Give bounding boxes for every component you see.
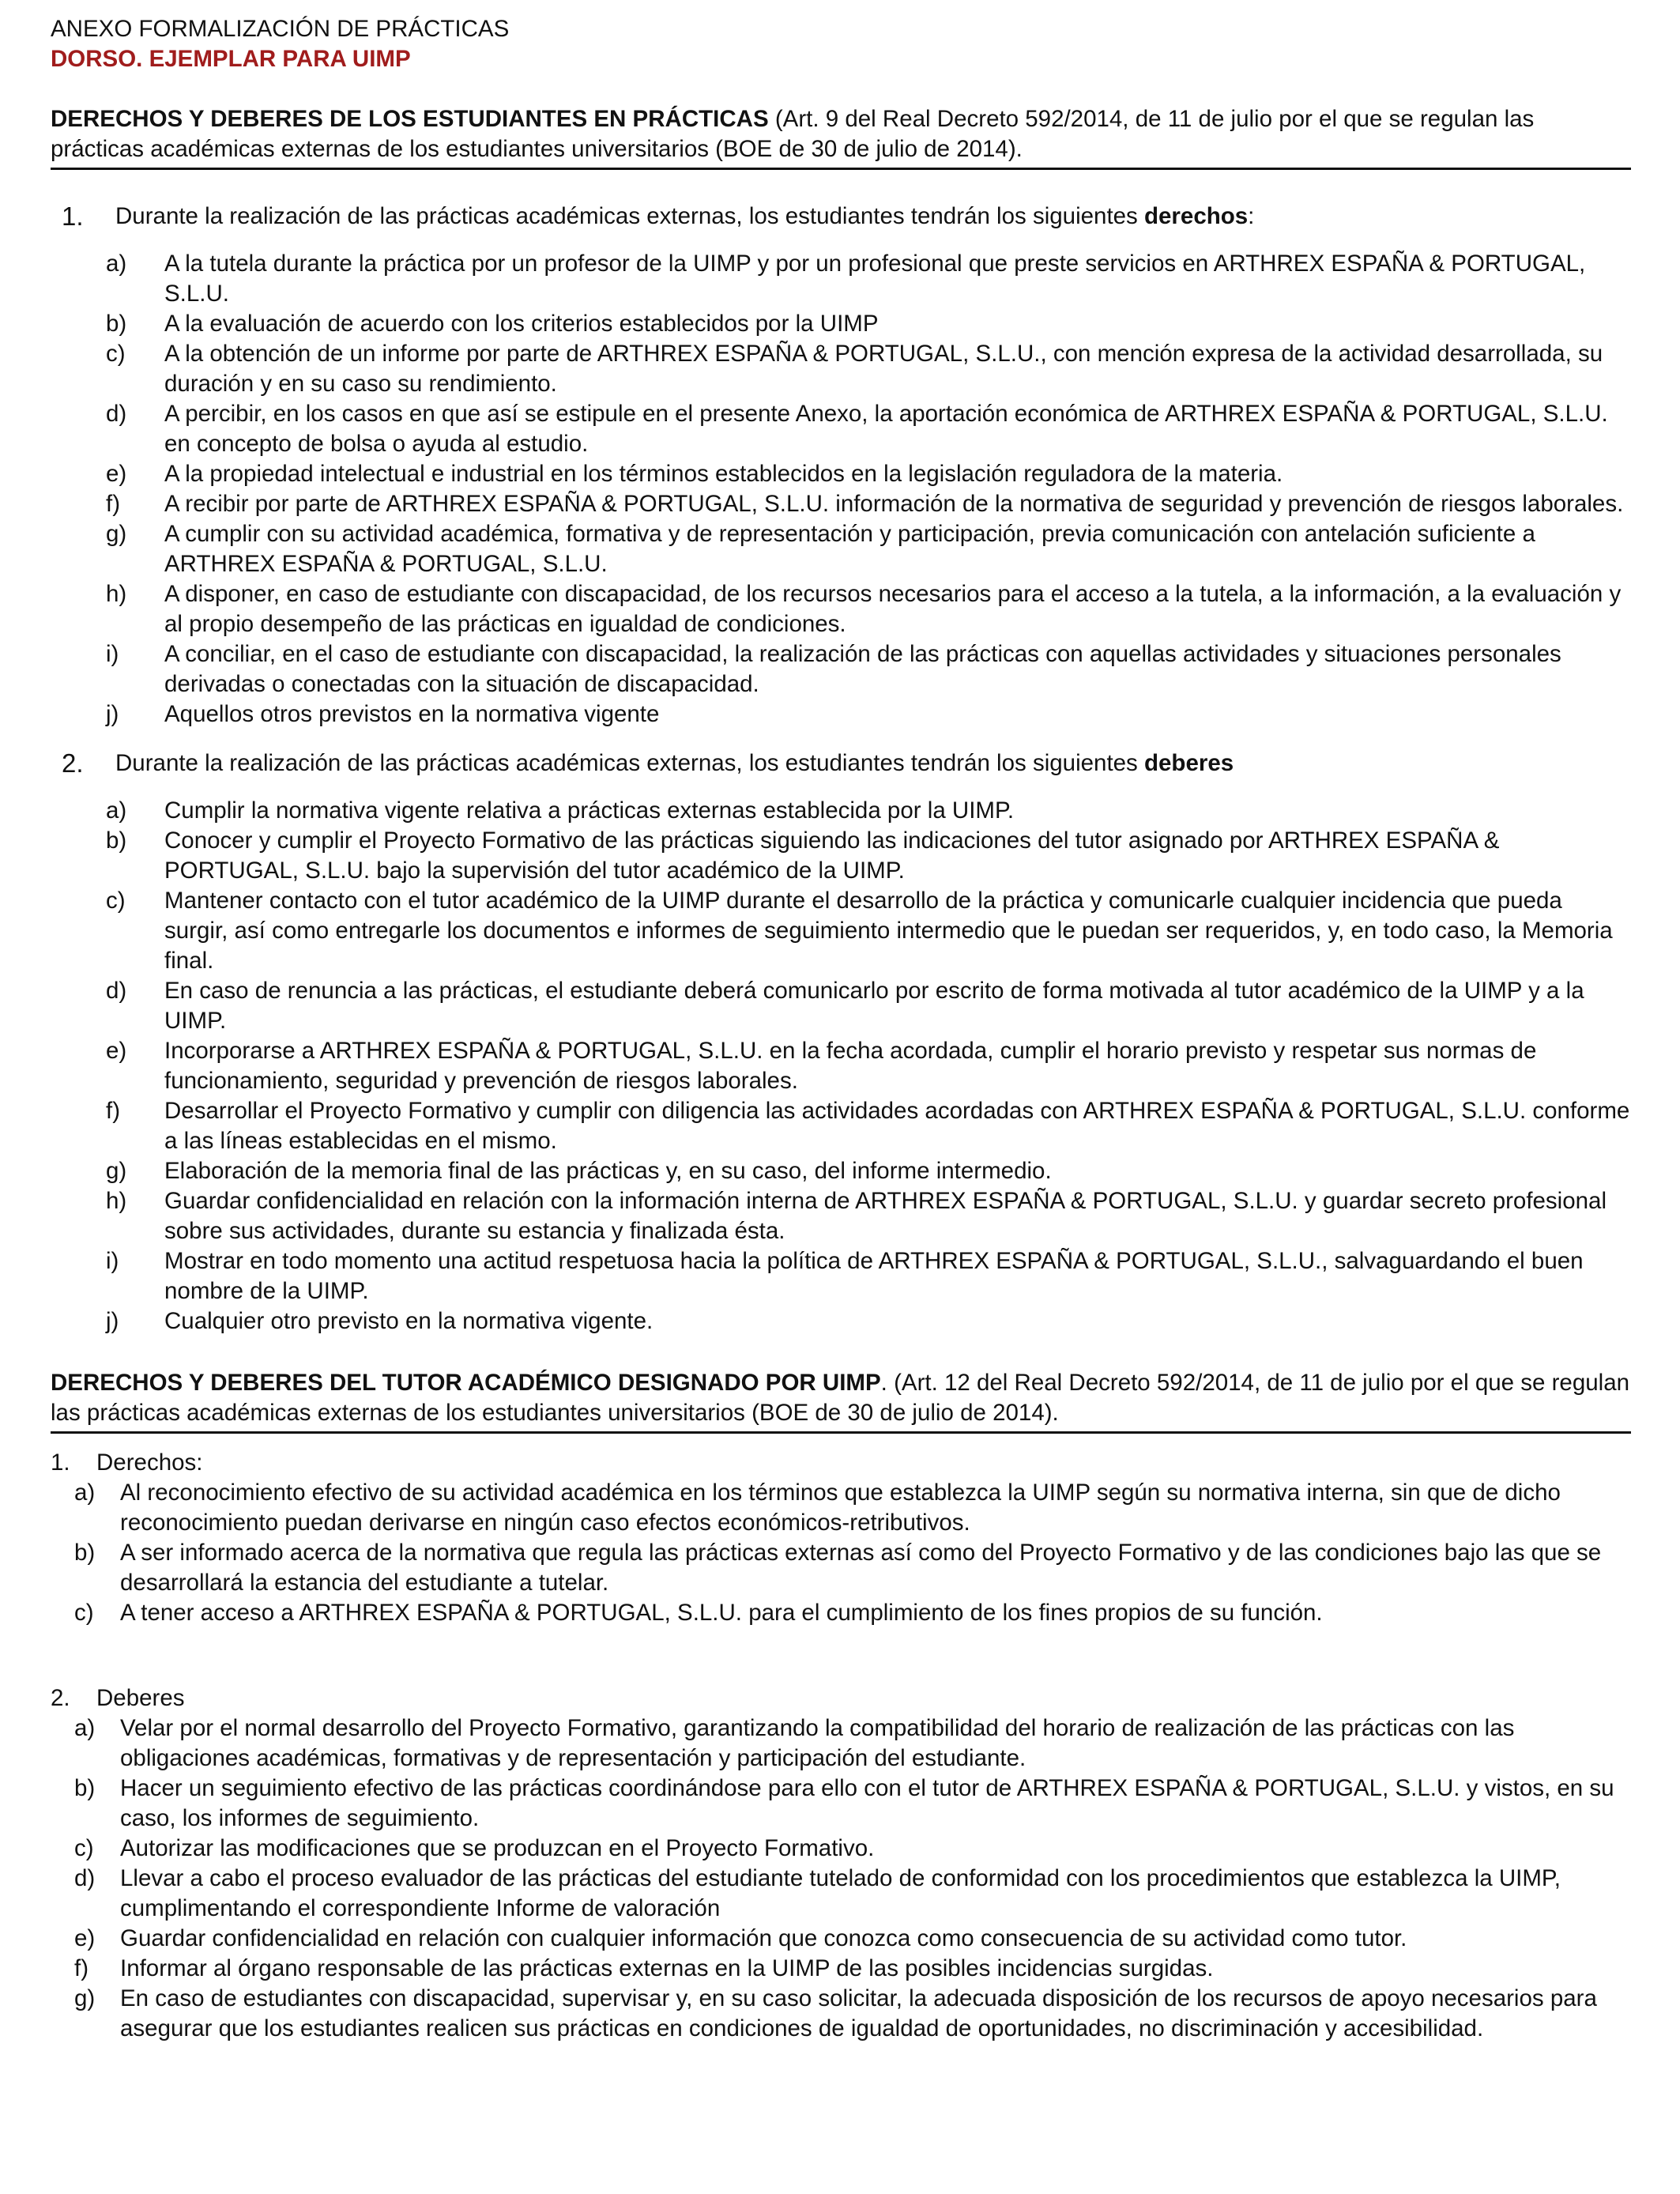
tutor-duties-list [51,1713,1631,2044]
students-section-reference: (Art. 9 del Real Decreto 592/2014, de 11 de julio por el que se regulan las prácticas académicas externas de los estudiantes universitarios (BOE de 30 de julio de 2014). [51,106,1535,162]
list-item-letter: c) [106,341,126,367]
list-item-letter: e) [74,1925,96,1951]
list-item [106,699,1631,729]
list-item-text: Aquellos otros previstos en la normativa vigente [164,701,660,727]
list-item-letter: a) [74,1480,96,1506]
list-item [106,976,1631,1036]
list-item-letter: b) [106,827,127,854]
list-item-text: Cualquier otro previsto en la normativa vigente. [164,1308,654,1334]
list-item-letter: d) [74,1865,96,1891]
list-item-text: A recibir por parte de ARTHREX ESPAÑA & PORTUGAL, S.L.U. información de la normativa de seguridad y prevención de riesgos laborales. [164,491,1624,517]
tutor-section-title: DERECHOS Y DEBERES DEL TUTOR ACADÉMICO DESIGNADO POR UIMP [51,1370,881,1396]
list-item-text: A la propiedad intelectual e industrial en los términos establecidos en la legislación reguladora de la materia. [164,461,1283,487]
list-item-text: A la tutela durante la práctica por un profesor de la UIMP y por un profesional que preste servicios en ARTHREX ESPAÑA & PORTUGAL, S.L.U. [164,251,1586,307]
list-item-text: En caso de renuncia a las prácticas, el estudiante deberá comunicarlo por escrito de forma motivada al tutor académico de la UIMP y a la UIMP. [164,978,1584,1034]
document-page [51,14,1631,2044]
list-item [106,1156,1631,1186]
list-item-letter: a) [106,251,127,277]
list-item-letter: f) [74,1955,89,1981]
list-item-letter: d) [106,978,127,1004]
tutor-duties-block [51,1683,1631,2044]
list-item [74,1774,1631,1834]
list-item [106,1186,1631,1246]
list-item [106,1096,1631,1156]
students-section-title: DERECHOS Y DEBERES DE LOS ESTUDIANTES EN PRÁCTICAS [51,106,769,132]
list-item [106,519,1631,579]
tutor-rights-block [51,1448,1631,1628]
student-rights-intro: 1. Durante la realización de las prácticas académicas externas, los estudiantes tendrán los siguientes derechos: [62,202,1255,231]
list-item [106,339,1631,399]
list-item [106,826,1631,886]
list-item-text: Guardar confidencialidad en relación con la información interna de ARTHREX ESPAÑA & PORTUGAL, S.L.U. y guardar secreto profesional sobre sus actividades, durante su estancia y finalizada ésta. [164,1188,1607,1244]
list-item-letter: b) [106,311,127,337]
list-item-letter: b) [74,1775,96,1801]
list-item-letter: e) [106,461,127,487]
list-item-text: A cumplir con su actividad académica, formativa y de representación y participación, previa comunicación con antelación suficiente a ARTHREX ESPAÑA & PORTUGAL, S.L.U. [164,521,1535,577]
list-item-letter: f) [106,491,121,517]
list-item-text: Hacer un seguimiento efectivo de las prácticas coordinándose para ello con el tutor de ARTHREX ESPAÑA & PORTUGAL, S.L.U. y vistos, en su caso, los informes de seguimiento. [120,1775,1614,1831]
list-item [74,1984,1631,2044]
list-item-letter: i) [106,641,119,667]
list-item-text: Desarrollar el Proyecto Formativo y cumplir con diligencia las actividades acordadas con ARTHREX ESPAÑA & PORTUGAL, S.L.U. conforme a las líneas establecidas en el mismo. [164,1098,1630,1154]
students-section-heading [51,104,1631,170]
list-item-text: Al reconocimiento efectivo de su actividad académica en los términos que establezca la UIMP según su normativa interna, sin que de dicho reconocimiento puedan derivarse en ningún caso efectos económicos-retributivos. [120,1480,1561,1536]
list-item-letter: c) [74,1835,94,1861]
list-item-text: Mantener contacto con el tutor académico de la UIMP durante el desarrollo de la práctica y comunicarle cualquier incidencia que pueda surgir, así como entregarle los documentos e informes de seguimiento intermedio que le puedan ser requeridos, y, en todo caso, la Memoria final. [164,888,1613,974]
tutor-duties-label: 2. Deberes [51,1683,1631,1713]
list-number: 2. [62,748,84,778]
list-item-letter: g) [106,1158,127,1184]
list-item-text: A la evaluación de acuerdo con los criterios establecidos por la UIMP [164,311,879,337]
list-item-text: A disponer, en caso de estudiante con discapacidad, de los recursos necesarios para el acceso a la tutela, a la información, a la evaluación y al propio desempeño de las prácticas en igualdad de condiciones. [164,581,1622,637]
list-item-letter: c) [74,1600,94,1626]
list-item [106,459,1631,489]
list-item-letter: j) [106,701,119,727]
list-item-letter: c) [106,888,126,914]
list-item-text: Conocer y cumplir el Proyecto Formativo de las prácticas siguiendo las indicaciones del tutor asignado por ARTHREX ESPAÑA & PORTUGAL, S.L.U. bajo la supervisión del tutor académico de la UIMP. [164,827,1500,884]
list-item-letter: j) [106,1308,119,1334]
list-item-letter: g) [106,521,127,547]
list-item [74,1864,1631,1924]
list-item-text: Elaboración de la memoria final de las prácticas y, en su caso, del informe intermedio. [164,1158,1052,1184]
list-item [106,249,1631,309]
list-number: 2. [51,1685,70,1711]
list-item [106,1306,1631,1336]
copy-label: DORSO. EJEMPLAR PARA UIMP [51,46,411,72]
list-item-text: Cumplir la normativa vigente relativa a prácticas externas establecida por la UIMP. [164,797,1015,824]
list-item-letter: a) [106,797,127,824]
list-item [106,1036,1631,1096]
list-item-text: A ser informado acerca de la normativa que regula las prácticas externas así como del Proyecto Formativo y de las condiciones bajo las que se desarrollará la estancia del estudiante a tutelar. [120,1540,1602,1596]
list-item [74,1954,1631,1984]
list-item-letter: i) [106,1248,119,1274]
list-item [106,796,1631,826]
list-item [74,1834,1631,1864]
list-item-text: Incorporarse a ARTHREX ESPAÑA & PORTUGAL, S.L.U. en la fecha acordada, cumplir el horario previsto y respetar sus normas de funcionamiento, seguridad y prevención de riesgos laborales. [164,1038,1537,1094]
list-item-letter: e) [106,1038,127,1064]
list-item-text: A la obtención de un informe por parte de ARTHREX ESPAÑA & PORTUGAL, S.L.U., con mención expresa de la actividad desarrollada, su duración y en su caso su rendimiento. [164,341,1603,397]
list-item-text: Informar al órgano responsable de las prácticas externas en la UIMP de las posibles incidencias surgidas. [120,1955,1214,1981]
list-item-letter: f) [106,1098,121,1124]
list-item [106,1246,1631,1306]
list-item [74,1478,1631,1538]
list-item [106,489,1631,519]
list-item-text: A percibir, en los casos en que así se estipule en el presente Anexo, la aportación económica de ARTHREX ESPAÑA & PORTUGAL, S.L.U. en concepto de bolsa o ayuda al estudio. [164,401,1608,457]
list-item-text: Mostrar en todo momento una actitud respetuosa hacia la política de ARTHREX ESPAÑA & PORTUGAL, S.L.U., salvaguardando el buen nombre de la UIMP. [164,1248,1584,1304]
tutor-section-reference: . (Art. 12 del Real Decreto 592/2014, de 11 de julio por el que se regulan las prácticas académicas externas de los estudiantes universitarios (BOE de 30 de julio de 2014). [51,1370,1630,1426]
list-item-letter: b) [74,1540,96,1566]
list-number: 1. [51,1449,70,1476]
list-item-text: Autorizar las modificaciones que se produzcan en el Proyecto Formativo. [120,1835,875,1861]
list-item-letter: h) [106,581,127,607]
list-item [74,1538,1631,1598]
list-item-text: A conciliar, en el caso de estudiante con discapacidad, la realización de las prácticas con aquellas actividades y situaciones personales derivadas o conectadas con la situación de discapacidad. [164,641,1561,697]
list-item [74,1598,1631,1628]
list-item-text: Llevar a cabo el proceso evaluador de las prácticas del estudiante tutelado de conformidad con los procedimientos que establezca la UIMP, cumplimentando el correspondiente Informe de valoración [120,1865,1561,1921]
list-item [106,399,1631,459]
annex-title: ANEXO FORMALIZACIÓN DE PRÁCTICAS [51,16,510,42]
list-item [74,1924,1631,1954]
list-item [106,309,1631,339]
list-item [74,1713,1631,1774]
student-rights-list [51,249,1631,729]
list-item-text: Guardar confidencialidad en relación con cualquier información que conozca como consecuencia de su actividad como tutor. [120,1925,1407,1951]
list-item-text: Velar por el normal desarrollo del Proyecto Formativo, garantizando la compatibilidad del horario de realización de las prácticas con las obligaciones académicas, formativas y de representación y participación del estudiante. [120,1715,1515,1771]
tutor-rights-label: 1. Derechos: [51,1448,1631,1478]
list-number: 1. [62,202,84,231]
tutor-rights-list [51,1478,1631,1628]
list-item-text: A tener acceso a ARTHREX ESPAÑA & PORTUGAL, S.L.U. para el cumplimiento de los fines propios de su función. [120,1600,1323,1626]
student-duties-list [51,796,1631,1336]
list-item-letter: d) [106,401,127,427]
list-item-letter: a) [74,1715,96,1741]
list-item-letter: g) [74,1985,96,2011]
list-item-letter: h) [106,1188,127,1214]
list-item-text: En caso de estudiantes con discapacidad, supervisar y, en su caso solicitar, la adecuada disposición de los recursos de apoyo necesarios para asegurar que los estudiantes realicen sus prácticas en condiciones de igualdad de oportunidades, no discriminación y accesibilidad. [120,1985,1597,2041]
list-item [106,579,1631,639]
student-duties-intro: 2. Durante la realización de las prácticas académicas externas, los estudiantes tendrán los siguientes deberes [62,748,1234,778]
list-item [106,886,1631,976]
tutor-section-heading [51,1368,1631,1434]
list-item [106,639,1631,699]
